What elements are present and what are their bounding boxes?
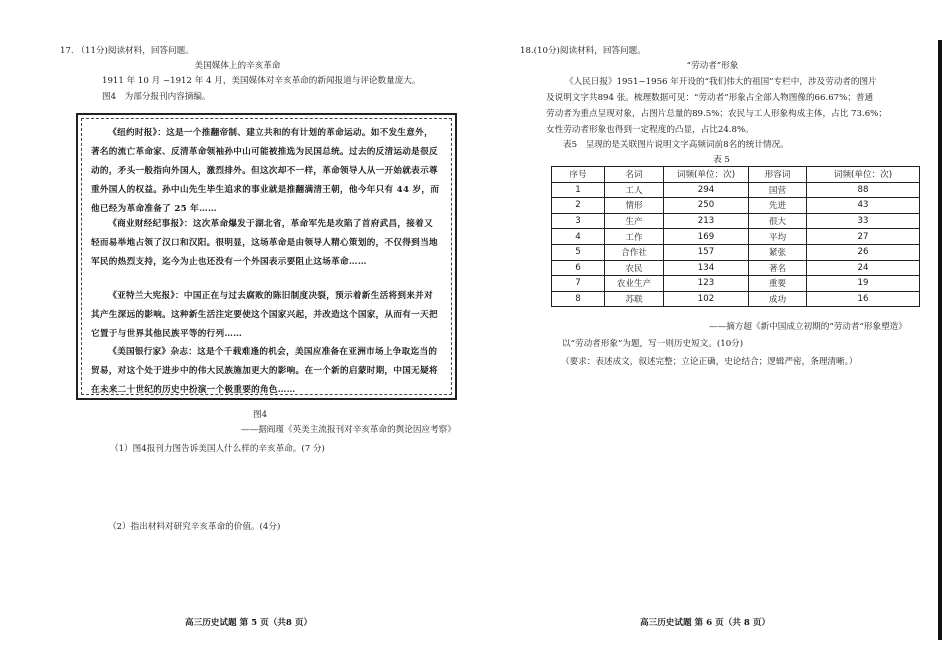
table-row: [552, 276, 920, 292]
cell: 4: [552, 229, 605, 245]
table-5-source: ——摘方超《新中国成立初期的“劳动者”形象塑造》: [709, 322, 907, 332]
cell: 生产: [605, 213, 664, 229]
page-5-footer: 高三历史试题 第 5 页（共8 页）: [185, 618, 313, 628]
table-row: [552, 260, 920, 276]
cell: 平均: [749, 229, 807, 245]
cell: 很大: [749, 213, 807, 229]
cell: 6: [552, 260, 605, 276]
table-5-title: 表 5: [713, 155, 730, 165]
question-17-title: 美国媒体上的辛亥革命: [194, 61, 281, 71]
cell: 合作社: [605, 244, 664, 260]
quote-bankers-magazine: 《美国银行家》杂志：这是个千载难逢的机会，美国应准备在亚洲市场上争取迄当的贸易，对这个处于进步中的伟大民族施加更大的影响。在一个新的启蒙时期，中国无疑将在未来二十世纪的历史中扮演一个极重要的角色……: [91, 347, 438, 395]
table-row: [552, 244, 920, 260]
header-index: 序号: [552, 167, 605, 183]
page-6-footer: 高三历史试题 第 6 页（共 8 页）: [640, 618, 771, 628]
table-header-row: [552, 167, 920, 183]
table-row: [552, 229, 920, 245]
cell: 157: [664, 244, 749, 260]
cell: 27: [807, 229, 920, 245]
sub-question-1: （1）图4报刊力图告诉美国人什么样的辛亥革命。(7 分): [110, 444, 325, 454]
question-18-paragraph-line-2: 及说明文字共894 张。梳理数据可见：“劳动者”形象占全部人物图像的66.67%；普通: [546, 93, 874, 103]
cell: 情形: [605, 198, 664, 214]
cell: 3: [552, 213, 605, 229]
question-18-paragraph-line-1: 《人民日报》1951~1956 年开设的“我们伟大的祖国”专栏中，涉及劳动者的图片: [565, 77, 877, 87]
page-6: [475, 0, 950, 671]
header-noun-frequency: 词频(单位：次): [664, 167, 749, 183]
cell: 农民: [605, 260, 664, 276]
cell: 国营: [749, 182, 807, 198]
table-row: [552, 182, 920, 198]
cell: 16: [807, 291, 920, 307]
cell: 著名: [749, 260, 807, 276]
cell: 24: [807, 260, 920, 276]
cell: 重要: [749, 276, 807, 292]
cell: 33: [807, 213, 920, 229]
cell: 123: [664, 276, 749, 292]
cell: 294: [664, 182, 749, 198]
cell: 102: [664, 291, 749, 307]
cell: 1: [552, 182, 605, 198]
cell: 26: [807, 244, 920, 260]
cell: 19: [807, 276, 920, 292]
cell: 5: [552, 244, 605, 260]
figure-4-frame: [76, 113, 457, 400]
question-17-intro-2: 图4 为部分报刊内容摘编。: [102, 92, 211, 102]
cell: 农业生产: [605, 276, 664, 292]
cell: 88: [807, 182, 920, 198]
table-row: [552, 291, 920, 307]
figure-4-source: ——据阎瑾《英美主流报刊对辛亥革命的舆论因应考察》: [241, 425, 456, 435]
question-17-intro: 1911 年 10 月 ~1912 年 4 月，美国媒体对辛亥革命的新闻报道与评论数量庞大。: [102, 76, 421, 86]
question-18-task: 以“劳动者形象”为题，写一则历史短文。(10分): [562, 339, 744, 349]
cell: 213: [664, 213, 749, 229]
cell: 苏联: [605, 291, 664, 307]
binding-edge-bar: [938, 40, 942, 640]
question-18-title: “劳动者”形象: [686, 61, 739, 71]
quote-nyt: 《纽约时报》：这是一个推翻帝制、建立共和的有计划的革命运动。如不发生意外，著名的流亡革命家、反清革命领袖孙中山可能被推选为民国总统。过去的反清运动是很反动的，矛头一般指向外国人，激烈排外。但这次却不一样，革命领导人从一开始就表示尊重外国人的权益。孙中山先生毕生追求的事业就是推翻满清王朝，他今年只有 44 岁，而他已经为革命准备了 25 年……: [91, 128, 440, 214]
figure-4-label: 图4: [252, 410, 268, 420]
question-18-header: 18.(10分)阅读材料，回答问题。: [520, 46, 646, 56]
table-5: [551, 166, 920, 307]
question-18-paragraph-line-3: 劳动者为重点呈现对象，占图片总量的89.5%；农民与工人形象构成主体，占比 73.6%；: [546, 109, 887, 119]
cell: 成功: [749, 291, 807, 307]
cell: 工作: [605, 229, 664, 245]
cell: 8: [552, 291, 605, 307]
question-18-table-intro: 表5 呈现的是关联图片说明文字高频词前8名的统计情况。: [563, 140, 789, 150]
cell: 250: [664, 198, 749, 214]
cell: 工人: [605, 182, 664, 198]
question-17-header: 17. （11分)阅读材料，回答问题。: [60, 46, 194, 56]
cell: 134: [664, 260, 749, 276]
quote-atlanta-constitution: 《亚特兰大宪报》：中国正在与过去腐败的陈旧制度决裂，预示着新生活将到来并对其产生深远的影响。这种新生活注定要使这个国家兴起，并改造这个国家，从而有一天把它置于与世界其他民族平等的行列……: [91, 291, 438, 339]
header-noun: 名词: [605, 167, 664, 183]
header-adjective: 形容词: [749, 167, 807, 183]
sub-question-2: （2）指出材料对研究辛亥革命的价值。(4分): [108, 522, 281, 532]
cell: 169: [664, 229, 749, 245]
cell: 先进: [749, 198, 807, 214]
header-adjective-frequency: 词频(单位：次): [807, 167, 920, 183]
cell: 7: [552, 276, 605, 292]
question-18-paragraph-line-4: 女性劳动者形象也得到一定程度的凸显，占比24.8%。: [546, 125, 754, 135]
table-row: [552, 198, 920, 214]
table-row: [552, 213, 920, 229]
cell: 紧张: [749, 244, 807, 260]
cell: 2: [552, 198, 605, 214]
cell: 43: [807, 198, 920, 214]
quote-commercial-financial: 《商业财经纪事报》：这次革命爆发于湖北省，革命军先是攻陷了首府武昌，接着又轻而易举地占领了汉口和汉阳。很明显，这场革命是由领导人精心策划的，不仅得到当地军民的热烈支持，迄今为止也还没有一个外国表示要阻止这场革命……: [91, 219, 438, 267]
question-18-requirements: （要求：表述成文，叙述完整；立论正确，史论结合；逻辑严密，条理清晰。）: [561, 357, 858, 367]
